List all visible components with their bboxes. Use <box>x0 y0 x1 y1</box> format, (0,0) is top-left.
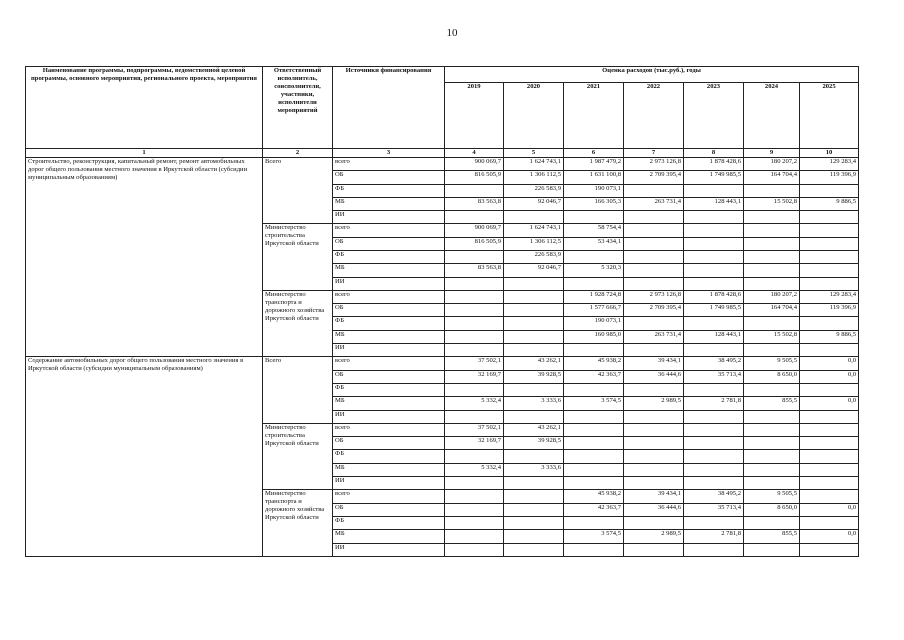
amount-cell <box>744 477 800 490</box>
amount-cell: 855,5 <box>744 397 800 410</box>
amount-cell <box>684 250 744 263</box>
amount-cell: 2 709 395,4 <box>624 304 684 317</box>
amount-cell <box>445 543 504 556</box>
amount-cell: 8 650,0 <box>744 503 800 516</box>
column-number: 8 <box>684 149 744 158</box>
amount-cell <box>744 423 800 436</box>
amount-cell <box>564 383 624 396</box>
amount-cell: 39 434,1 <box>624 490 684 503</box>
amount-cell <box>684 410 744 423</box>
amount-cell <box>624 450 684 463</box>
amount-cell: 39 928,5 <box>504 437 564 450</box>
executor-name: Всего <box>263 157 333 223</box>
amount-cell: 180 207,2 <box>744 157 800 170</box>
amount-cell: 3 574,5 <box>564 530 624 543</box>
amount-cell: 0,0 <box>800 503 859 516</box>
amount-cell: 119 396,9 <box>800 304 859 317</box>
funding-source: ИИ <box>333 211 445 224</box>
amount-cell <box>445 317 504 330</box>
amount-cell <box>800 450 859 463</box>
activity-name: Содержание автомобильных дорог общего пользования местного значения в Иркутской области (субсидии муниципальным образованиям) <box>26 357 263 556</box>
funding-source: всего <box>333 224 445 237</box>
amount-cell <box>800 477 859 490</box>
amount-cell <box>445 330 504 343</box>
funding-source: всего <box>333 490 445 503</box>
amount-cell: 2 973 126,8 <box>624 157 684 170</box>
amount-cell <box>564 516 624 529</box>
amount-cell: 9 886,5 <box>800 330 859 343</box>
amount-cell: 83 563,8 <box>445 264 504 277</box>
funding-source: ФБ <box>333 450 445 463</box>
amount-cell <box>800 410 859 423</box>
amount-cell: 5 332,4 <box>445 463 504 476</box>
funding-source: МБ <box>333 397 445 410</box>
amount-cell: 226 583,9 <box>504 250 564 263</box>
amount-cell: 1 749 985,5 <box>684 171 744 184</box>
amount-cell <box>504 383 564 396</box>
amount-cell: 2 973 126,8 <box>624 290 684 303</box>
amount-cell <box>504 503 564 516</box>
amount-cell: 1 624 743,1 <box>504 157 564 170</box>
amount-cell <box>504 317 564 330</box>
column-number: 10 <box>800 149 859 158</box>
amount-cell <box>744 317 800 330</box>
amount-cell <box>445 344 504 357</box>
amount-cell: 0,0 <box>800 357 859 370</box>
amount-cell: 1 878 428,6 <box>684 157 744 170</box>
amount-cell <box>504 304 564 317</box>
amount-cell <box>684 344 744 357</box>
amount-cell <box>624 317 684 330</box>
amount-cell <box>624 463 684 476</box>
amount-cell <box>800 250 859 263</box>
executor-name: Министерство строительства Иркутской области <box>263 224 333 290</box>
amount-cell: 226 583,9 <box>504 184 564 197</box>
amount-cell <box>684 477 744 490</box>
budget-table <box>25 66 859 557</box>
amount-cell <box>684 317 744 330</box>
amount-cell <box>504 290 564 303</box>
amount-cell: 900 069,7 <box>445 224 504 237</box>
amount-cell: 1 928 724,8 <box>564 290 624 303</box>
amount-cell <box>744 383 800 396</box>
amount-cell <box>684 543 744 556</box>
amount-cell <box>624 383 684 396</box>
amount-cell <box>800 344 859 357</box>
amount-cell: 9 505,5 <box>744 357 800 370</box>
funding-source: ОБ <box>333 237 445 250</box>
amount-cell: 1 987 479,2 <box>564 157 624 170</box>
amount-cell <box>445 304 504 317</box>
amount-cell <box>564 437 624 450</box>
funding-source: ОБ <box>333 304 445 317</box>
amount-cell <box>684 184 744 197</box>
funding-source: всего <box>333 157 445 170</box>
amount-cell: 42 363,7 <box>564 370 624 383</box>
amount-cell <box>624 543 684 556</box>
amount-cell: 816 505,9 <box>445 171 504 184</box>
amount-cell: 45 938,2 <box>564 357 624 370</box>
column-number: 2 <box>263 149 333 158</box>
amount-cell <box>445 503 504 516</box>
amount-cell: 129 283,4 <box>800 290 859 303</box>
funding-source: ФБ <box>333 317 445 330</box>
funding-source: ФБ <box>333 516 445 529</box>
amount-cell <box>800 224 859 237</box>
amount-cell <box>624 264 684 277</box>
column-number: 7 <box>624 149 684 158</box>
header-year: 2025 <box>800 83 859 149</box>
amount-cell: 38 495,2 <box>684 490 744 503</box>
executor-name: Министерство строительства Иркутской области <box>263 423 333 489</box>
amount-cell <box>504 410 564 423</box>
amount-cell: 5 320,3 <box>564 264 624 277</box>
amount-cell <box>445 277 504 290</box>
amount-cell: 43 262,1 <box>504 423 564 436</box>
header-year: 2024 <box>744 83 800 149</box>
amount-cell <box>744 184 800 197</box>
amount-cell: 0,0 <box>800 397 859 410</box>
column-number: 6 <box>564 149 624 158</box>
amount-cell <box>624 410 684 423</box>
amount-cell: 9 505,5 <box>744 490 800 503</box>
amount-cell <box>684 463 744 476</box>
amount-cell <box>744 277 800 290</box>
amount-cell <box>744 264 800 277</box>
amount-cell <box>624 344 684 357</box>
amount-cell: 92 046,7 <box>504 197 564 210</box>
amount-cell <box>624 437 684 450</box>
funding-source: ОБ <box>333 437 445 450</box>
funding-source: МБ <box>333 530 445 543</box>
amount-cell <box>504 530 564 543</box>
amount-cell: 164 704,4 <box>744 304 800 317</box>
amount-cell <box>684 383 744 396</box>
amount-cell: 166 305,3 <box>564 197 624 210</box>
executor-name: Всего <box>263 357 333 423</box>
amount-cell <box>564 543 624 556</box>
amount-cell <box>800 317 859 330</box>
amount-cell: 263 731,4 <box>624 197 684 210</box>
amount-cell: 42 363,7 <box>564 503 624 516</box>
amount-cell <box>564 477 624 490</box>
amount-cell <box>504 516 564 529</box>
amount-cell <box>800 437 859 450</box>
amount-cell <box>504 450 564 463</box>
funding-source: ОБ <box>333 370 445 383</box>
amount-cell <box>564 211 624 224</box>
funding-source: МБ <box>333 330 445 343</box>
funding-source: ОБ <box>333 171 445 184</box>
amount-cell <box>564 463 624 476</box>
amount-cell: 119 396,9 <box>800 171 859 184</box>
amount-cell <box>504 543 564 556</box>
funding-source: ФБ <box>333 184 445 197</box>
amount-cell <box>684 516 744 529</box>
header-year: 2021 <box>564 83 624 149</box>
amount-cell: 180 207,2 <box>744 290 800 303</box>
amount-cell <box>624 477 684 490</box>
amount-cell <box>800 237 859 250</box>
amount-cell: 2 989,5 <box>624 530 684 543</box>
amount-cell: 8 650,0 <box>744 370 800 383</box>
amount-cell <box>624 423 684 436</box>
funding-source: МБ <box>333 463 445 476</box>
funding-source: ИИ <box>333 543 445 556</box>
amount-cell: 128 443,1 <box>684 197 744 210</box>
amount-cell <box>624 516 684 529</box>
column-number: 3 <box>333 149 445 158</box>
amount-cell: 37 502,1 <box>445 423 504 436</box>
amount-cell: 900 069,7 <box>445 157 504 170</box>
amount-cell <box>800 423 859 436</box>
amount-cell <box>800 543 859 556</box>
amount-cell: 43 262,1 <box>504 357 564 370</box>
header-name: Наименование программы, подпрограммы, ведомственной целевой программы, основного мероприятия, регионального проекта, мероприятия <box>26 67 263 149</box>
amount-cell: 855,5 <box>744 530 800 543</box>
amount-cell <box>445 530 504 543</box>
amount-cell <box>445 250 504 263</box>
amount-cell: 3 333,6 <box>504 397 564 410</box>
amount-cell <box>744 344 800 357</box>
amount-cell <box>564 277 624 290</box>
funding-source: ОБ <box>333 503 445 516</box>
funding-source: всего <box>333 423 445 436</box>
amount-cell: 45 938,2 <box>564 490 624 503</box>
amount-cell <box>445 477 504 490</box>
amount-cell <box>504 211 564 224</box>
amount-cell <box>445 211 504 224</box>
amount-cell <box>800 383 859 396</box>
amount-cell <box>445 290 504 303</box>
amount-cell: 160 985,0 <box>564 330 624 343</box>
amount-cell: 38 495,2 <box>684 357 744 370</box>
amount-cell <box>800 277 859 290</box>
funding-source: ИИ <box>333 344 445 357</box>
amount-cell <box>800 463 859 476</box>
amount-cell: 816 505,9 <box>445 237 504 250</box>
amount-cell <box>504 330 564 343</box>
amount-cell: 2 989,5 <box>624 397 684 410</box>
amount-cell: 2 781,8 <box>684 397 744 410</box>
amount-cell: 1 306 112,5 <box>504 237 564 250</box>
amount-cell <box>744 437 800 450</box>
column-number: 5 <box>504 149 564 158</box>
amount-cell: 263 731,4 <box>624 330 684 343</box>
funding-source: ИИ <box>333 477 445 490</box>
amount-cell <box>684 437 744 450</box>
amount-cell <box>564 410 624 423</box>
amount-cell <box>624 211 684 224</box>
amount-cell <box>624 277 684 290</box>
amount-cell: 58 754,4 <box>564 224 624 237</box>
amount-cell <box>564 450 624 463</box>
amount-cell: 128 443,1 <box>684 330 744 343</box>
amount-cell: 3 333,6 <box>504 463 564 476</box>
amount-cell <box>800 490 859 503</box>
amount-cell <box>445 490 504 503</box>
amount-cell <box>564 423 624 436</box>
amount-cell: 15 502,8 <box>744 330 800 343</box>
amount-cell <box>744 450 800 463</box>
amount-cell: 1 624 743,1 <box>504 224 564 237</box>
header-estimate: Оценка расходов (тыс.руб.), годы <box>445 67 859 83</box>
amount-cell: 37 502,1 <box>445 357 504 370</box>
amount-cell <box>504 490 564 503</box>
amount-cell: 1 749 985,5 <box>684 304 744 317</box>
amount-cell <box>624 184 684 197</box>
amount-cell: 1 878 428,6 <box>684 290 744 303</box>
amount-cell: 83 563,8 <box>445 197 504 210</box>
header-year: 2023 <box>684 83 744 149</box>
page-number: 10 <box>446 27 458 39</box>
amount-cell <box>445 410 504 423</box>
header-year: 2019 <box>445 83 504 149</box>
amount-cell <box>744 211 800 224</box>
amount-cell: 2 781,8 <box>684 530 744 543</box>
amount-cell <box>744 543 800 556</box>
amount-cell <box>744 224 800 237</box>
amount-cell: 39 434,1 <box>624 357 684 370</box>
amount-cell: 0,0 <box>800 530 859 543</box>
amount-cell <box>624 224 684 237</box>
amount-cell: 2 709 395,4 <box>624 171 684 184</box>
amount-cell <box>445 450 504 463</box>
amount-cell: 92 046,7 <box>504 264 564 277</box>
column-number: 4 <box>445 149 504 158</box>
executor-name: Министерство транспорта и дорожного хозяйства Иркутской области <box>263 490 333 556</box>
amount-cell: 35 713,4 <box>684 370 744 383</box>
amount-cell <box>624 237 684 250</box>
header-source: Источники финансирования <box>333 67 445 149</box>
amount-cell <box>800 211 859 224</box>
amount-cell: 3 574,5 <box>564 397 624 410</box>
amount-cell: 36 444,6 <box>624 370 684 383</box>
amount-cell <box>564 250 624 263</box>
table-row <box>26 157 859 170</box>
amount-cell: 129 283,4 <box>800 157 859 170</box>
amount-cell: 190 073,1 <box>564 317 624 330</box>
funding-source: всего <box>333 290 445 303</box>
amount-cell: 164 704,4 <box>744 171 800 184</box>
amount-cell <box>684 450 744 463</box>
amount-cell <box>744 516 800 529</box>
amount-cell <box>684 423 744 436</box>
amount-cell <box>445 184 504 197</box>
column-number: 9 <box>744 149 800 158</box>
amount-cell: 5 332,4 <box>445 397 504 410</box>
amount-cell: 32 169,7 <box>445 370 504 383</box>
header-year: 2022 <box>624 83 684 149</box>
amount-cell <box>684 224 744 237</box>
amount-cell: 36 444,6 <box>624 503 684 516</box>
amount-cell: 9 886,5 <box>800 197 859 210</box>
amount-cell <box>744 463 800 476</box>
funding-source: ФБ <box>333 250 445 263</box>
amount-cell <box>744 410 800 423</box>
column-number: 1 <box>26 149 263 158</box>
amount-cell: 190 073,1 <box>564 184 624 197</box>
funding-source: МБ <box>333 197 445 210</box>
amount-cell: 0,0 <box>800 370 859 383</box>
amount-cell <box>744 237 800 250</box>
header-year: 2020 <box>504 83 564 149</box>
amount-cell <box>744 250 800 263</box>
table-row <box>26 357 859 370</box>
executor-name: Министерство транспорта и дорожного хозяйства Иркутской области <box>263 290 333 356</box>
amount-cell: 53 434,1 <box>564 237 624 250</box>
amount-cell <box>684 211 744 224</box>
amount-cell <box>504 277 564 290</box>
amount-cell: 1 631 100,8 <box>564 171 624 184</box>
amount-cell <box>800 264 859 277</box>
amount-cell: 1 577 666,7 <box>564 304 624 317</box>
amount-cell <box>564 344 624 357</box>
amount-cell <box>800 516 859 529</box>
amount-cell <box>445 516 504 529</box>
amount-cell <box>445 383 504 396</box>
amount-cell <box>504 344 564 357</box>
amount-cell: 35 713,4 <box>684 503 744 516</box>
amount-cell: 1 306 112,5 <box>504 171 564 184</box>
amount-cell <box>800 184 859 197</box>
amount-cell <box>684 264 744 277</box>
amount-cell <box>624 250 684 263</box>
amount-cell: 39 928,5 <box>504 370 564 383</box>
funding-source: всего <box>333 357 445 370</box>
funding-source: ИИ <box>333 410 445 423</box>
amount-cell: 15 502,8 <box>744 197 800 210</box>
activity-name: Строительство, реконструкция, капитальный ремонт, ремонт автомобильных дорог общего пользования местного значения в Иркутской области (субсидии муниципальным образованиям) <box>26 157 263 356</box>
funding-source: ФБ <box>333 383 445 396</box>
amount-cell <box>504 477 564 490</box>
amount-cell: 32 169,7 <box>445 437 504 450</box>
funding-source: МБ <box>333 264 445 277</box>
amount-cell <box>684 277 744 290</box>
funding-source: ИИ <box>333 277 445 290</box>
header-responsible: Ответственный исполнитель, соисполнители, участники, исполнители мероприятий <box>263 67 333 149</box>
amount-cell <box>684 237 744 250</box>
